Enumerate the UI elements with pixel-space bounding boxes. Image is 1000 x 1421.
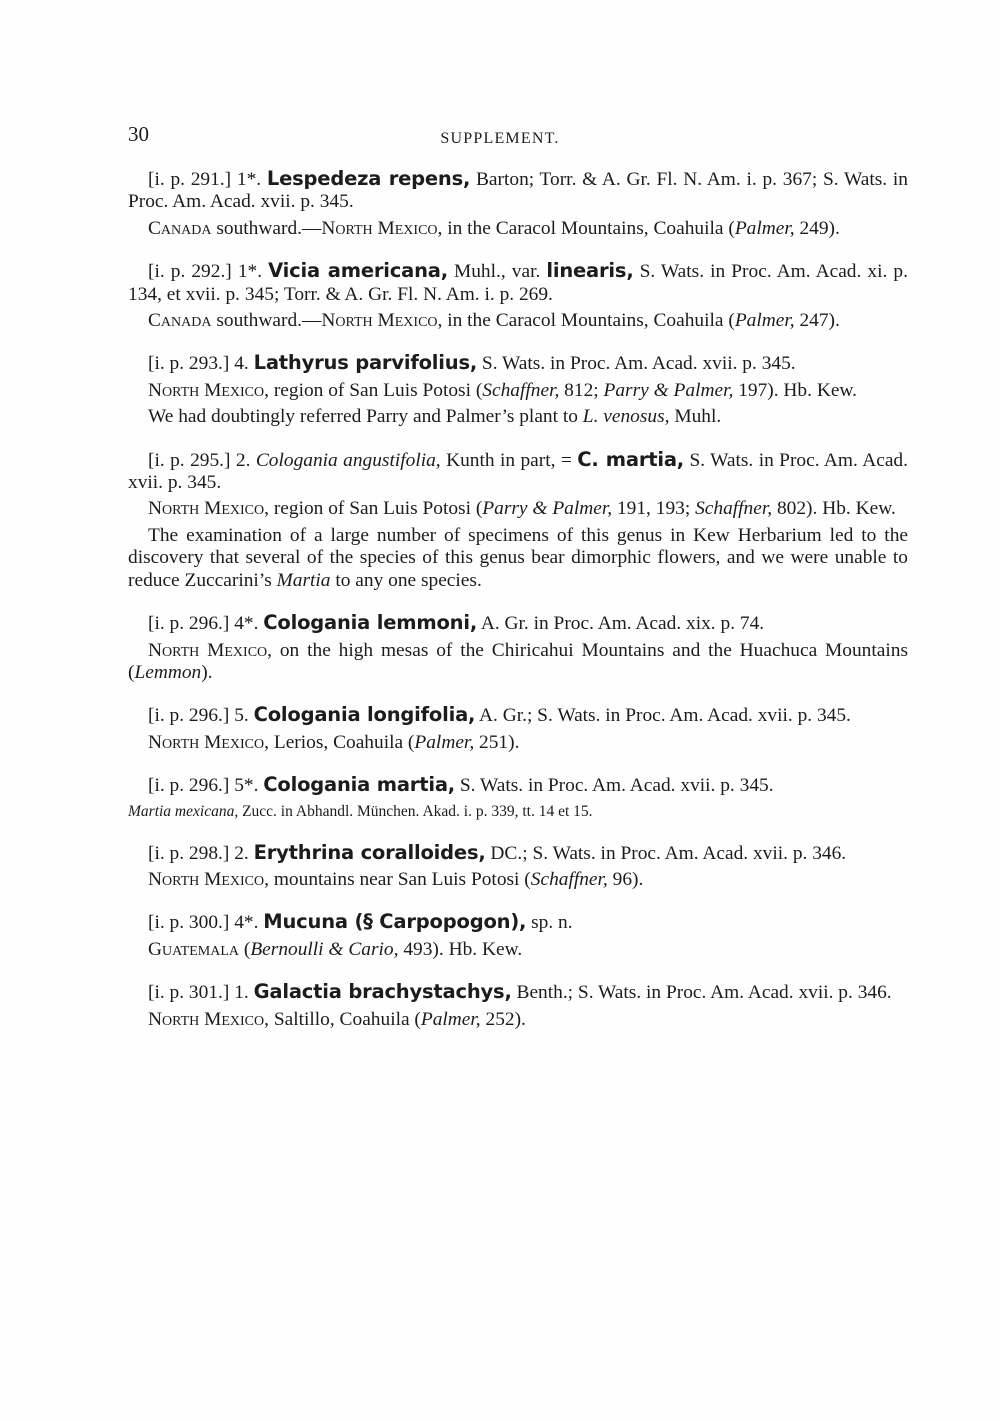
species-number: 2. bbox=[234, 842, 249, 864]
note-text: The examination of a large number of specimens of this genus in Kew Herbarium led to the discovery that several of the species of this genus bear dimorphic flowers, and we were unable to reduce Zuccarini’s bbox=[128, 524, 908, 591]
collection-number: 249). bbox=[799, 217, 840, 239]
collector: Palmer, bbox=[414, 731, 475, 753]
collector: Lemmon bbox=[134, 661, 202, 683]
entry-heading bbox=[128, 612, 908, 635]
species-number: 1*. bbox=[236, 169, 262, 190]
citation: Benth.; S. Wats. in Proc. Am. Acad. xvii. p. 346. bbox=[516, 982, 892, 1004]
collection-number: 197). Hb. Kew. bbox=[738, 379, 858, 401]
page-number: 30 bbox=[128, 122, 149, 146]
collector: Schaffner, bbox=[482, 379, 560, 401]
entry-lespedeza-repens bbox=[128, 168, 908, 240]
species-name: Cologania lemmoni, bbox=[263, 611, 478, 635]
page-ref: [i. p. 292.] bbox=[148, 261, 232, 283]
page-ref: [i. p. 300.] bbox=[148, 912, 230, 934]
species-number: 2. bbox=[235, 449, 251, 471]
region: North Mexico, bbox=[321, 310, 443, 332]
species-name: Erythrina coralloides, bbox=[253, 840, 486, 864]
distribution bbox=[128, 380, 908, 402]
entry-mucuna bbox=[128, 911, 908, 961]
species-number: 5. bbox=[234, 705, 249, 727]
page-ref: [i. p. 293.] bbox=[148, 353, 230, 375]
distribution bbox=[128, 310, 908, 332]
collector: Schaffner, bbox=[530, 868, 608, 890]
citation: S. Wats. in Proc. Am. Acad. xvii. p. 345. bbox=[481, 353, 796, 375]
running-head: SUPPLEMENT. bbox=[440, 130, 560, 147]
citation: Barton; Torr. & A. Gr. Fl. N. Am. i. p. 367; S. Wats. in Proc. Am. Acad. xvii. p. 345. bbox=[128, 169, 908, 213]
entry-vicia-americana bbox=[128, 260, 908, 332]
entry-heading bbox=[128, 168, 908, 214]
entry-heading bbox=[128, 911, 908, 934]
locality: in the Caracol Mountains, Coahuila ( bbox=[447, 310, 735, 332]
page-ref: [i. p. 296.] bbox=[148, 613, 230, 635]
collector: Palmer, bbox=[734, 310, 795, 332]
locality: on the high mesas of the Chiricahui Mountains and the Huachuca Mountains ( bbox=[128, 639, 908, 683]
citation: S. Wats. in Proc. Am. Acad. xvii. p. 345. bbox=[128, 449, 908, 494]
page-ref: [i. p. 296.] bbox=[148, 705, 230, 727]
locality: region of San Luis Potosi ( bbox=[273, 379, 483, 401]
region: North Mexico, bbox=[321, 217, 443, 239]
collector: Parry & Palmer, bbox=[482, 498, 613, 520]
collection-number: 802). Hb. Kew. bbox=[776, 498, 896, 520]
collection-number: 96). bbox=[612, 868, 644, 890]
region: Canada bbox=[148, 217, 212, 239]
distribution bbox=[128, 869, 908, 891]
citation: DC.; S. Wats. in Proc. Am. Acad. xvii. p. 346. bbox=[490, 842, 847, 864]
page-ref: [i. p. 291.] bbox=[148, 169, 232, 190]
region: North Mexico, bbox=[148, 868, 269, 890]
note-text: We had doubtingly referred Parry and Palmer’s plant to bbox=[148, 406, 578, 428]
distribution bbox=[128, 498, 908, 520]
species-number: 1*. bbox=[237, 261, 263, 283]
locality: Saltillo, Coahuila ( bbox=[273, 1008, 421, 1030]
distribution bbox=[128, 939, 908, 961]
citation: S. Wats. in Proc. Am. Acad. xvii. p. 345. bbox=[459, 775, 774, 797]
collection-number: 252). bbox=[485, 1008, 526, 1030]
species-name: Cologania martia, bbox=[263, 773, 455, 797]
entry-cologania-lemmoni bbox=[128, 612, 908, 684]
entry-cologania-longifolia bbox=[128, 704, 908, 754]
locality: Lerios, Coahuila ( bbox=[273, 731, 415, 753]
note bbox=[128, 525, 908, 592]
species-name: Lespedeza repens, bbox=[266, 167, 471, 190]
author: Muhl., var. bbox=[454, 261, 541, 283]
note-taxon: L. venosus, bbox=[582, 406, 670, 428]
region: Guatemala bbox=[148, 938, 239, 960]
synonym-author: Kunth in part, = bbox=[446, 449, 572, 471]
collection-number: 191, 193; bbox=[616, 498, 691, 520]
collector: Bernoulli & Cario, bbox=[250, 938, 399, 960]
page-ref: [i. p. 301.] bbox=[148, 982, 230, 1004]
collector: Parry & Palmer, bbox=[603, 379, 734, 401]
distribution bbox=[128, 218, 908, 240]
entry-heading bbox=[128, 981, 908, 1004]
collector: Palmer, bbox=[420, 1008, 481, 1030]
species-name: Lathyrus parvifolius, bbox=[253, 351, 478, 375]
entry-heading bbox=[128, 352, 908, 375]
species-name: C. martia, bbox=[577, 447, 685, 471]
distribution bbox=[128, 732, 908, 754]
species-name: Galactia brachystachys, bbox=[253, 980, 512, 1004]
note-text: Muhl. bbox=[674, 406, 722, 428]
locality: in the Caracol Mountains, Coahuila ( bbox=[447, 217, 735, 239]
note-taxon: Martia bbox=[276, 569, 331, 591]
entry-heading bbox=[128, 260, 908, 306]
region: North Mexico, bbox=[148, 731, 269, 753]
entry-heading bbox=[128, 449, 908, 495]
species-name: Cologania longifolia, bbox=[253, 703, 476, 727]
entry-heading bbox=[128, 774, 908, 797]
distribution bbox=[128, 1009, 908, 1031]
entry-heading bbox=[128, 704, 908, 727]
collection-number: 251). bbox=[479, 731, 520, 753]
citation: sp. n. bbox=[531, 912, 573, 934]
entry-cologania-angustifolia bbox=[128, 449, 908, 592]
region-text: southward.— bbox=[216, 217, 322, 239]
page-ref: [i. p. 296.] bbox=[148, 775, 230, 797]
region-text: southward.— bbox=[216, 310, 322, 332]
species-number: 4*. bbox=[234, 613, 259, 635]
citation: A. Gr. in Proc. Am. Acad. xix. p. 74. bbox=[480, 613, 765, 635]
entry-cologania-martia bbox=[128, 774, 908, 821]
distribution bbox=[128, 640, 908, 685]
collection-number: ). bbox=[201, 661, 213, 683]
collection-number: 247). bbox=[799, 310, 840, 332]
locality: region of San Luis Potosi ( bbox=[273, 498, 483, 520]
region: North Mexico, bbox=[148, 498, 269, 520]
page-ref: [i. p. 295.] bbox=[148, 449, 231, 471]
entry-lathyrus-parvifolius bbox=[128, 352, 908, 428]
species-name: Vicia americana, bbox=[268, 259, 448, 283]
collection-number: 812; bbox=[564, 379, 599, 401]
region: North Mexico, bbox=[148, 379, 269, 401]
citation: A. Gr.; S. Wats. in Proc. Am. Acad. xvii. p. 345. bbox=[479, 705, 851, 727]
entry-galactia-brachystachys bbox=[128, 981, 908, 1031]
synonym-name: Cologania angustifolia, bbox=[255, 449, 441, 471]
locality: mountains near San Luis Potosi ( bbox=[273, 868, 531, 890]
species-number: 1. bbox=[234, 982, 249, 1004]
locality: ( bbox=[243, 938, 251, 960]
collector: Schaffner, bbox=[695, 498, 773, 520]
page-ref: [i. p. 298.] bbox=[148, 842, 230, 864]
species-number: 4*. bbox=[234, 912, 259, 934]
collector: Palmer, bbox=[734, 217, 795, 239]
citation: S. Wats. in Proc. Am. Acad. xi. p. 134, et xvii. p. 345; Torr. & A. Gr. Fl. N. Am. i. p. 269. bbox=[128, 261, 908, 305]
page-body bbox=[128, 168, 908, 1051]
species-name: Mucuna (§ Carpopogon), bbox=[263, 910, 527, 934]
note bbox=[128, 406, 908, 428]
species-number: 5*. bbox=[234, 775, 259, 797]
variety-name: linearis, bbox=[546, 259, 634, 283]
region: Canada bbox=[148, 310, 212, 332]
collection-number: 493). Hb. Kew. bbox=[403, 938, 523, 960]
synonym-name: Martia mexicana, bbox=[128, 802, 239, 820]
species-number: 4. bbox=[234, 353, 249, 375]
note-text: to any one species. bbox=[335, 569, 482, 591]
entry-erythrina-coralloides bbox=[128, 842, 908, 892]
region: North Mexico, bbox=[148, 1008, 269, 1030]
entry-heading bbox=[128, 842, 908, 865]
synonym-citation: Zucc. in Abhandl. München. Akad. i. p. 339, tt. 14 et 15. bbox=[242, 802, 593, 820]
region: North Mexico, bbox=[148, 639, 272, 661]
synonymy bbox=[128, 802, 908, 822]
